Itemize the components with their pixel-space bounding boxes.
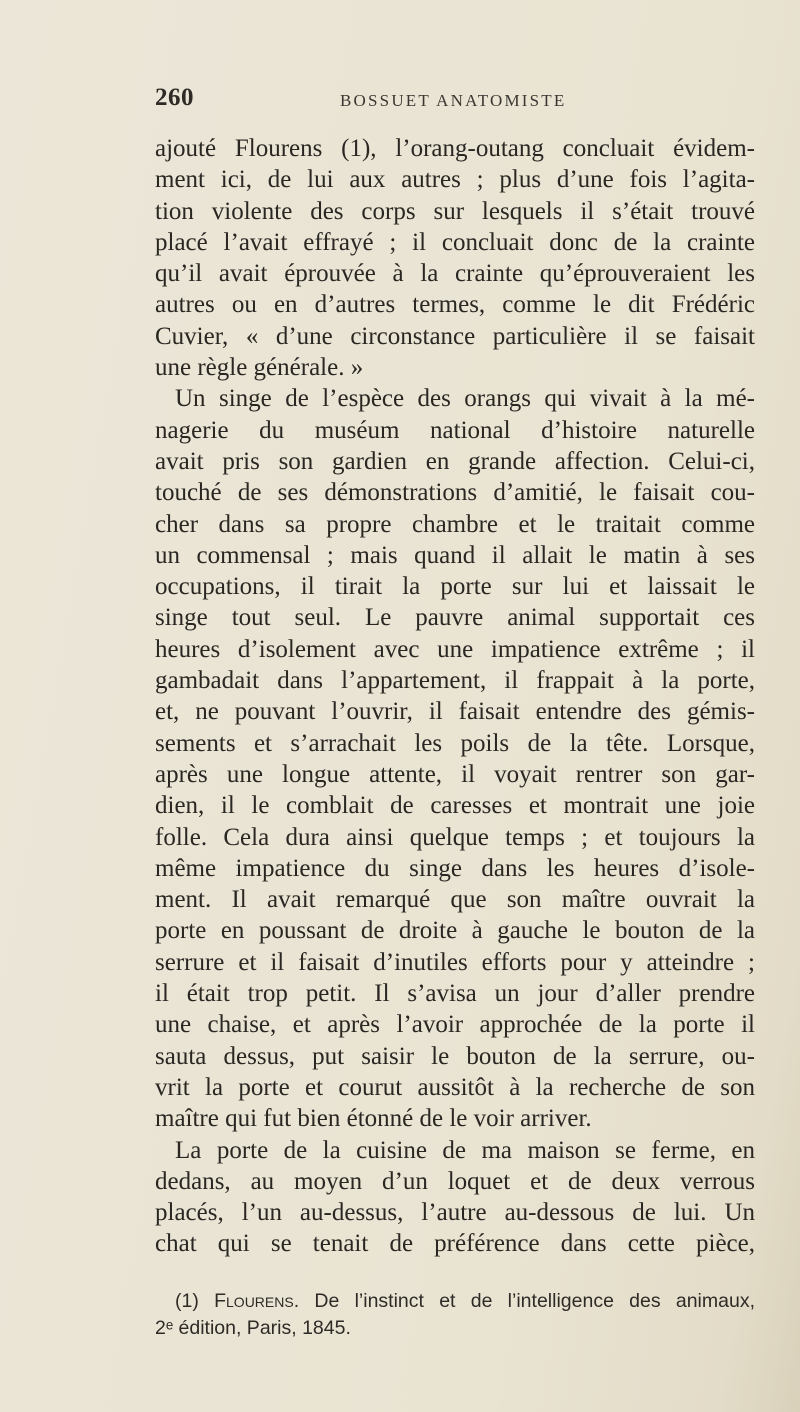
text-line: Cuvier, « d’une circonstance particulière il se faisait bbox=[155, 322, 755, 350]
page-header bbox=[155, 84, 755, 120]
text-line: ajouté Flourens (1), l’orang-outang concluait évidem- bbox=[155, 135, 755, 162]
text-line: vrit la porte et courut aussitôt à la recherche de son bbox=[155, 1073, 755, 1101]
text-line: gambadait dans l’appartement, il frappait à la porte, bbox=[155, 667, 755, 695]
footnote-author: Flourens bbox=[214, 1290, 294, 1312]
text-line: tion violente des corps sur lesquels il s’était trouvé bbox=[155, 197, 755, 225]
footnote-title: . De l’instinct et de l’intelligence des animaux, bbox=[293, 1290, 755, 1312]
text-line: ment ici, de lui aux autres ; plus d’une fois l’agita- bbox=[155, 166, 755, 194]
footnote bbox=[155, 1288, 755, 1342]
text-line: ment. Il avait remarqué que son maître ouvrait la bbox=[155, 886, 755, 914]
text-line: même impatience du singe dans les heures d’isole- bbox=[155, 854, 755, 882]
text-line: maître qui fut bien étonné de le voir arriver. bbox=[155, 1105, 592, 1133]
text-line: folle. Cela dura ainsi quelque temps ; et toujours la bbox=[155, 823, 755, 851]
text-line: serrure et il faisait d’inutiles efforts pour y atteindre ; bbox=[155, 948, 755, 976]
text-line: après une longue attente, il voyait rentrer son gar- bbox=[155, 760, 755, 788]
text-line: occupations, il tirait la porte sur lui et laissait le bbox=[155, 573, 755, 601]
text-line: sements et s’arrachait les poils de la tête. Lorsque, bbox=[155, 729, 755, 757]
text-line: il était trop petit. Il s’avisa un jour d’aller prendre bbox=[155, 980, 755, 1008]
text-line: Un singe de l’espèce des orangs qui vivait à la mé- bbox=[175, 385, 755, 413]
text-line: heures d’isolement avec une impatience extrême ; il bbox=[155, 635, 755, 663]
text-line: placé l’avait effrayé ; il concluait donc de la crainte bbox=[155, 228, 755, 256]
text-line: cher dans sa propre chambre et le traitait comme bbox=[155, 510, 755, 538]
text-line: avait pris son gardien en grande affection. Celui-ci, bbox=[155, 447, 755, 475]
text-line: une chaise, et après l’avoir approchée de la porte il bbox=[155, 1011, 755, 1039]
page-number: 260 bbox=[155, 84, 194, 111]
footnote-line: 2ᵉ édition, Paris, 1845. bbox=[155, 1317, 351, 1339]
footnote-line bbox=[155, 1288, 755, 1315]
running-head: BOSSUET ANATOMISTE bbox=[340, 91, 567, 110]
text-line: nagerie du muséum national d’histoire naturelle bbox=[155, 416, 755, 444]
text-line: et, ne pouvant l’ouvrir, il faisait entendre des gémis- bbox=[155, 698, 755, 726]
text-line: un commensal ; mais quand il allait le matin à ses bbox=[155, 541, 755, 569]
text-line: La porte de la cuisine de ma maison se ferme, en bbox=[175, 1136, 755, 1164]
text-line: chat qui se tenait de préférence dans cette pièce, bbox=[155, 1230, 755, 1258]
footnote-marker: (1) bbox=[175, 1290, 199, 1312]
text-line: dien, il le comblait de caresses et montrait une joie bbox=[155, 792, 755, 820]
text-line: qu’il avait éprouvée à la crainte qu’éprouveraient les bbox=[155, 260, 755, 288]
text-line: touché de ses démonstrations d’amitié, le faisait cou- bbox=[155, 479, 755, 507]
text-line: sauta dessus, put saisir le bouton de la serrure, ou- bbox=[155, 1042, 755, 1070]
text-line: singe tout seul. Le pauvre animal supportait ces bbox=[155, 604, 755, 632]
text-line: une règle générale. » bbox=[155, 354, 364, 382]
text-line: autres ou en d’autres termes, comme le dit Frédéric bbox=[155, 291, 755, 319]
text-line: porte en poussant de droite à gauche le bouton de la bbox=[155, 917, 755, 945]
text-line: dedans, au moyen d’un loquet et de deux verrous bbox=[155, 1167, 755, 1195]
body-text bbox=[155, 133, 755, 1260]
text-line: placés, l’un au-dessus, l’autre au-dessous de lui. Un bbox=[155, 1199, 755, 1227]
